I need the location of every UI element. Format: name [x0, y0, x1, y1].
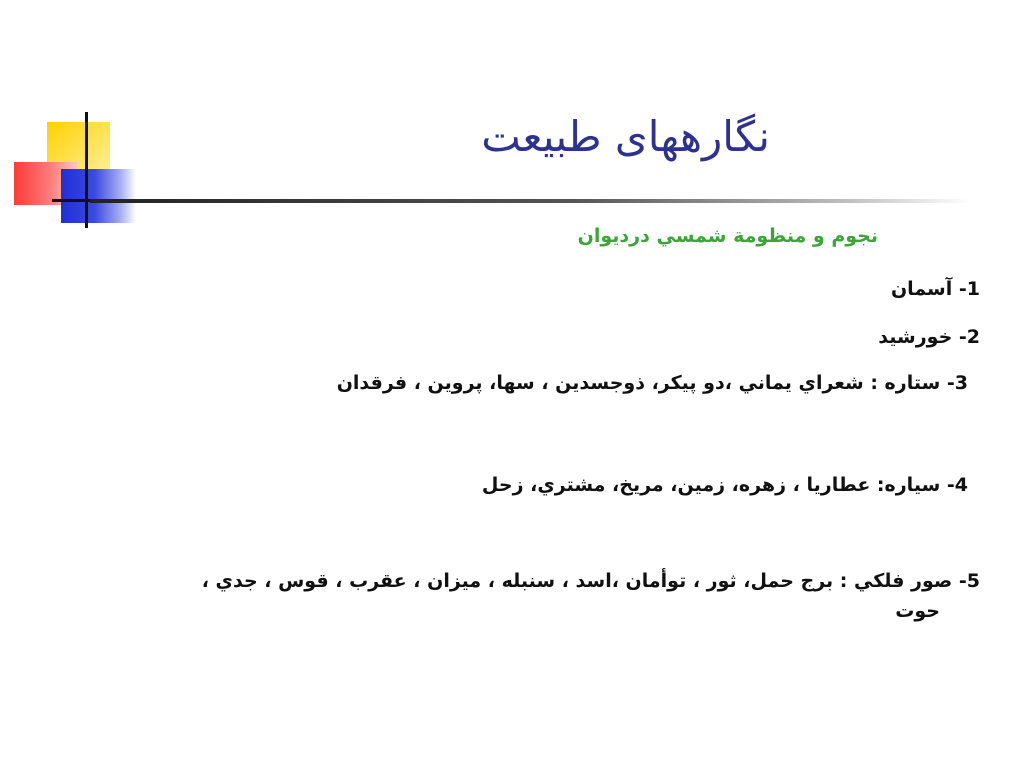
- list-item-constellations-continuation: حوت: [895, 600, 940, 623]
- vertical-line-decoration: [85, 112, 88, 228]
- list-item-constellations-text: 5- صور فلكي : برج حمل، ثور ، توأمان ،اسد ، سنبله ، ميزان ، عقرب ، قوس ، جدي ،: [201, 570, 980, 592]
- list-item-constellations: [150, 566, 980, 627]
- list-item-planets: 4- سياره: عطاريا ، زهره، زمين، مريخ، مشتري، زحل: [481, 474, 968, 496]
- list-item-stars: 3- ستاره : شعراي يماني ،دو پيكر، ذوجسدين ، سها، پروين ، فرقدان: [336, 372, 968, 394]
- list-item-sun: 2- خورشيد: [878, 326, 980, 348]
- blue-square-decoration: [61, 169, 136, 223]
- slide-title: نگارههای طبیعت: [481, 112, 770, 161]
- slide-subtitle: نجوم و منظومة شمسي درديوان: [577, 225, 878, 247]
- list-item-sky: 1- آسمان: [890, 278, 980, 300]
- decorative-logo: [0, 0, 160, 240]
- title-divider: [90, 199, 970, 203]
